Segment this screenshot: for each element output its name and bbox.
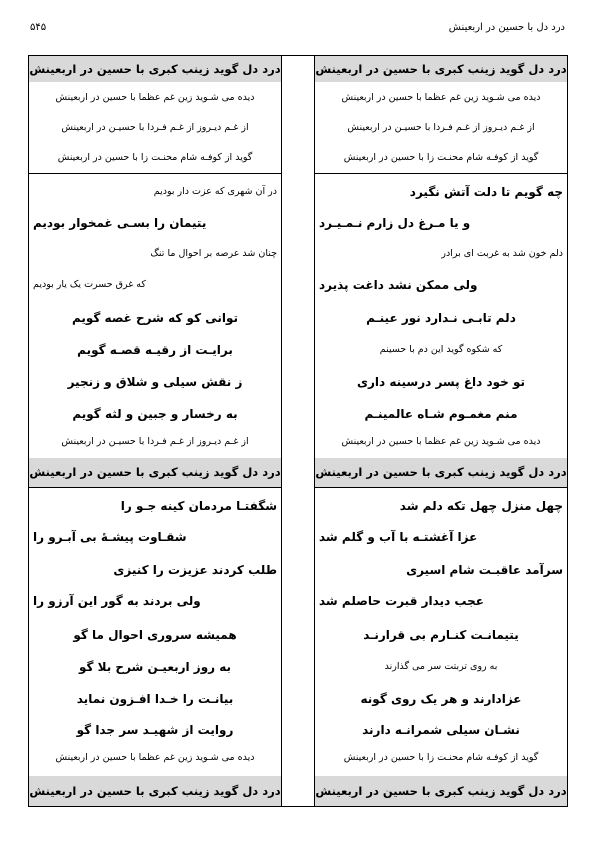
verse-line: که غرق حسرت یک یار بودیم <box>33 279 146 290</box>
section-divider <box>29 487 281 488</box>
refrain-line: از غـم دیـروز از غـم فـردا با حسیـن در اربعینش <box>347 122 535 133</box>
verse-line: منم مغمـوم شـاه عالمینـم <box>364 407 518 421</box>
refrain-title: درد دل گوید زینب کبری با حسین در اربعینش <box>315 56 567 82</box>
poem-column-right <box>314 56 567 806</box>
refrain-line: دیده می شـوید زین غم عظما با حسین در اربعینش <box>55 752 255 763</box>
refrain-line: دیده می شـوید زین غم عظما با حسین در اربعینش <box>55 92 255 103</box>
verse-line: نشـان سیلی شمرانـه دارند <box>362 723 520 737</box>
page-number: ۵۴۵ <box>30 22 47 33</box>
refrain-line: گوید از کوفـه شام محنـت زا با حسین در اربعینش <box>343 152 539 163</box>
verse-line: تو خود داغ پسر درسینه داری <box>356 375 526 389</box>
verse-line: در آن شهری که عزت دار بودیم <box>153 186 277 197</box>
refrain-title: درد دل گوید زینب کبری با حسین در اربعینش <box>29 56 281 82</box>
verse-line: برایـت از رقیـه قصـه گویم <box>77 343 233 357</box>
verse-line: عزادارند و هر یک روی گونه <box>360 692 522 706</box>
verse-line: همیشه سروری احوال ما گو <box>73 628 237 642</box>
verse-line: ولی بردند به گور این آرزو را <box>33 594 201 608</box>
verse-line: عزا آغشتـه با آب و گلم شد <box>319 530 478 544</box>
verse-line: و یا مـرغ دل زارم نـمـیـرد <box>319 216 471 230</box>
verse-line: چنان شد عرصه بر احوال ما تنگ <box>150 248 277 259</box>
refrain-title: درد دل گوید زینب کبری با حسین در اربعینش <box>29 776 281 806</box>
verse-line: ز نقش سیلی و شلاق و زنجیر <box>67 375 243 389</box>
refrain-line: از غـم دیـروز از غـم فـردا با حسیـن در اربعینش <box>61 122 249 133</box>
verse-line: به رخسار و جبین و لثه گویم <box>72 407 238 421</box>
header-title: درد دل با حسین در اربعینش <box>448 22 565 33</box>
verse-line: شگفتـا مردمان کینه جـو را <box>120 499 277 513</box>
verse-line: طلب کردند عزیزت را کنیزی <box>113 563 277 577</box>
verse-line: ولی ممکن نشد داغت پذیرد <box>319 278 478 292</box>
running-header <box>30 22 565 36</box>
verse-line: چه گویم تا دلت آتش نگیرد <box>409 185 563 199</box>
verse-line: توانی کو که شرح غصه گویم <box>71 311 239 325</box>
refrain-title: درد دل گوید زینب کبری با حسین در اربعینش <box>315 458 567 487</box>
verse-line: دلم خون شد به غربت ای برادر <box>441 248 563 259</box>
verse-line: عجب دیدار قبرت حاصلم شد <box>319 594 484 608</box>
verse-line: شقـاوت پیشـهٔ بی آبـرو را <box>33 530 187 544</box>
section-divider <box>29 173 281 174</box>
refrain-title: درد دل گوید زینب کبری با حسین در اربعینش <box>315 776 567 806</box>
poem-table <box>28 55 568 807</box>
poem-column-left <box>29 56 282 806</box>
verse-line: یتیمان را بسـی غمخوار بودیم <box>33 216 207 230</box>
verse-line: که شکوه گوید این دم با حسینم <box>379 344 503 355</box>
section-divider <box>315 173 567 174</box>
verse-line: دلم تابـی نـدارد نور عینـم <box>366 311 516 325</box>
verse-line: به روز اربعیـن شرح بلا گو <box>78 660 232 674</box>
refrain-line: گوید از کوفـه شام محنـت زا با حسین در اربعینش <box>57 152 253 163</box>
refrain-line: دیده می شـوید زین غم عظما با حسین در اربعینش <box>341 92 541 103</box>
verse-line: بیانـت را خـدا افـزون نماید <box>76 692 234 706</box>
refrain-title: درد دل گوید زینب کبری با حسین در اربعینش <box>29 458 281 487</box>
refrain-line: از غـم دیـروز از غـم فـردا با حسیـن در اربعینش <box>61 436 249 447</box>
verse-line: سرآمد عاقبـت شام اسیری <box>406 563 563 577</box>
verse-line: چهل منزل چهل تکه دلم شد <box>399 499 563 513</box>
refrain-line: دیده می شـوید زین غم عظما با حسین در اربعینش <box>341 436 541 447</box>
verse-line: یتیمانـت کنـارم بی قرارنـد <box>363 628 519 642</box>
section-divider <box>315 487 567 488</box>
verse-line: به روی تربتت سر می گذارند <box>384 661 498 672</box>
verse-line: روایت از شهیـد سر جدا گو <box>76 723 234 737</box>
refrain-line: گوید از کوفـه شام محنـت زا با حسین در اربعینش <box>343 752 539 763</box>
